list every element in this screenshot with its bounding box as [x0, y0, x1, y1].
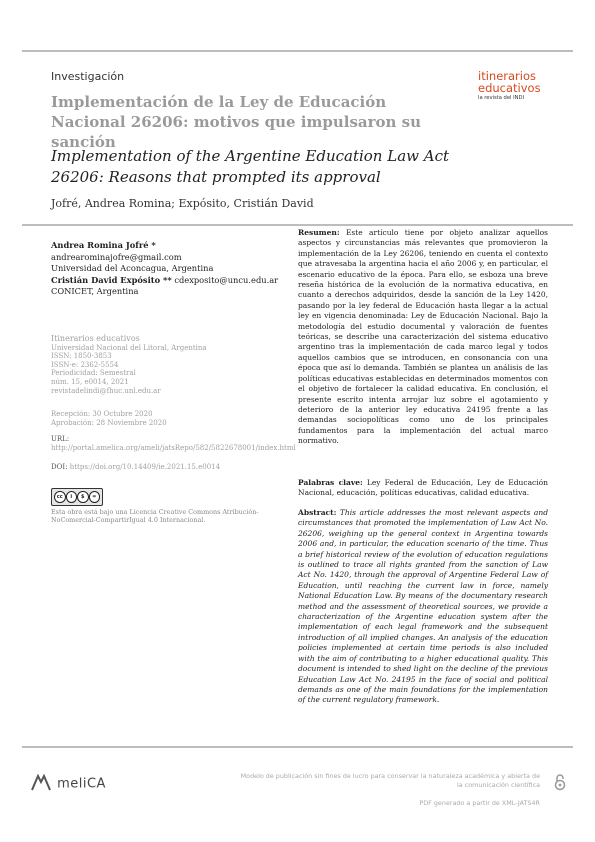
abstract-text: This article addresses the most relevant aspects and circumstances that promoted the implementation of Law Act No. 26206, weighing up the general context in Argentina towards 2006 and, in particular, the education scenario of the time. Thus a brief historical review of the evolution of education regulations is outlined to trace all rights granted from the sanction of Law Act No. 1420, through the approval of Argentine Federal Law of Education, until reaching the current law in force, namely National Education Law. By means of the documentary research method and the assessment of theoretical sources, we provide a characterization of the Argentine education system after the implementation of each legal framework and the subsequent introduction of all implied changes. An analysis of the education policies implemented at certain time periods is also included with the aim of contributing to a higher educational quality. This document is intended to shed light on the decline of the previous Education Law Act No. 24195 in the face of social and political demands as one of the main foundations for the implementation of the current regulatory framework.: [298, 508, 548, 705]
dates: [51, 410, 301, 427]
resumen-label: Resumen:: [298, 228, 340, 237]
resumen-block: [298, 228, 548, 447]
journal-name: Itinerarios educativos: [51, 334, 140, 343]
top-rule: [22, 50, 573, 52]
logo-line3: la revista del INDI: [478, 95, 525, 101]
author2-email[interactable]: cdexposito@uncu.edu.ar: [171, 274, 279, 285]
author2-name: Cristián David Expósito **: [51, 274, 172, 285]
logo-line2: educativos: [478, 81, 541, 95]
journal-logo: [478, 70, 558, 102]
logo-line1: itinerarios: [478, 69, 536, 83]
journal-line: Universidad Nacional del Litoral, Argentina: [51, 343, 207, 352]
url-block: [51, 435, 301, 452]
author1-affiliation: Universidad del Aconcagua, Argentina: [51, 263, 214, 273]
open-access-icon: [553, 773, 567, 791]
url-label: URL:: [51, 435, 70, 443]
title-spanish: Implementación de la Ley de Educación Nacional 26206: motivos que impulsaron su sanción: [51, 93, 422, 151]
doi-label: DOI:: [51, 463, 68, 471]
footer-note: Modelo de publicación sin fines de lucro para conservar la naturaleza académica y abierta de la comunicación científica: [240, 772, 540, 789]
cc-license-badge[interactable]: [51, 488, 103, 506]
journal-line: ISSN-e: 2362-5554: [51, 360, 119, 369]
doi-link[interactable]: https://doi.org/10.14409/ie.2021.15.e0014: [69, 463, 221, 471]
keywords-block: [298, 478, 548, 499]
keywords-text: Ley Federal de Educación, Ley de Educación Nacional, educación, políticas educativas, calidad educativa.: [298, 478, 548, 498]
amelica-name: meliCA: [57, 776, 106, 792]
received-date: Recepción: 30 Octubre 2020: [51, 410, 153, 418]
author1-name: Andrea Romina Jofré *: [51, 240, 156, 250]
mid-rule: [22, 224, 573, 226]
amelica-mark-icon: [30, 772, 52, 794]
keywords-label: Palabras clave:: [298, 478, 363, 487]
title-english: Implementation of the Argentine Education Law Act 26206: Reasons that prompted its approval: [51, 147, 450, 186]
amelica-logo: [30, 772, 106, 794]
section-label: Investigación: [51, 70, 125, 83]
cc-sa-icon: =: [89, 491, 101, 503]
doi-block: [51, 463, 301, 472]
footer-rule: [22, 746, 573, 748]
authors-line: Jofré, Andrea Romina; Expósito, Cristián David: [51, 197, 314, 210]
author2-affiliation: CONICET, Argentina: [51, 286, 139, 296]
journal-line: Periodicidad: Semestral: [51, 369, 136, 378]
resumen-text: Este artículo tiene por objeto analizar aquellos aspectos y circunstancias más relevantes que promovieron la implementación de la Ley 26206, teniendo en cuenta el contexto que atravesaba la argentina hacia el año 2006 y, en particular, el escenario educativo de la época. Para ello, se esboza una breve reseña histórica de la evolución de la normativa educativa, en cuanto a derechos adquiridos, desde la sanción de la Ley 1420, pasando por la ley federal de Educación hasta llegar a la actual ley en vigencia denominada: Ley de Educación Nacional. Bajo la metodología del estudio documental y valoración de fuentes teóricas, se describe una caracterización del sistema educativo argentino tras la implementación de cada marco legal y todos aquellos cambios que se introducen, en consonancia con una época que así lo demanda. También se plantea un análisis de las políticas educativas establecidas en determinados momentos con el objetivo de fortalecer la calidad educativa. En conclusión, el presente escrito intenta arrojar luz sobre el agotamiento y deterioro de la anterior ley educativa 24195 frente a las demandas sociopolíticas como uno de los principales fundamentos para la implementación del actual marco normativo.: [298, 228, 548, 446]
journal-line: ISSN: 1850-3853: [51, 352, 112, 361]
license-text: Esta obra está bajo una Licencia Creative Commons Atribución-NoComercial-CompartirIgual 4.0 Internacional.: [51, 508, 259, 525]
author1-email[interactable]: andrearominajofre@gmail.com: [51, 251, 182, 262]
journal-info: [51, 335, 301, 395]
approved-date: Aprobación: 28 Noviembre 2020: [51, 418, 167, 427]
cc-icon: cc: [54, 491, 66, 503]
cc-nc-icon: $: [77, 491, 89, 503]
journal-line: núm. 15, e0014, 2021: [51, 377, 129, 386]
url-link[interactable]: http://portal.amelica.org/ameli/jatsRepo/582/5822678001/index.html: [51, 443, 296, 452]
abstract-block: [298, 508, 548, 706]
abstract-label: Abstract:: [298, 508, 337, 517]
cc-by-icon: i: [66, 491, 78, 503]
journal-email[interactable]: revistadelindi@fhuc.unl.edu.ar: [51, 386, 161, 395]
author-block: [51, 240, 291, 298]
footer-pdf-note: PDF generado a partir de XML-JATS4R: [419, 799, 540, 807]
